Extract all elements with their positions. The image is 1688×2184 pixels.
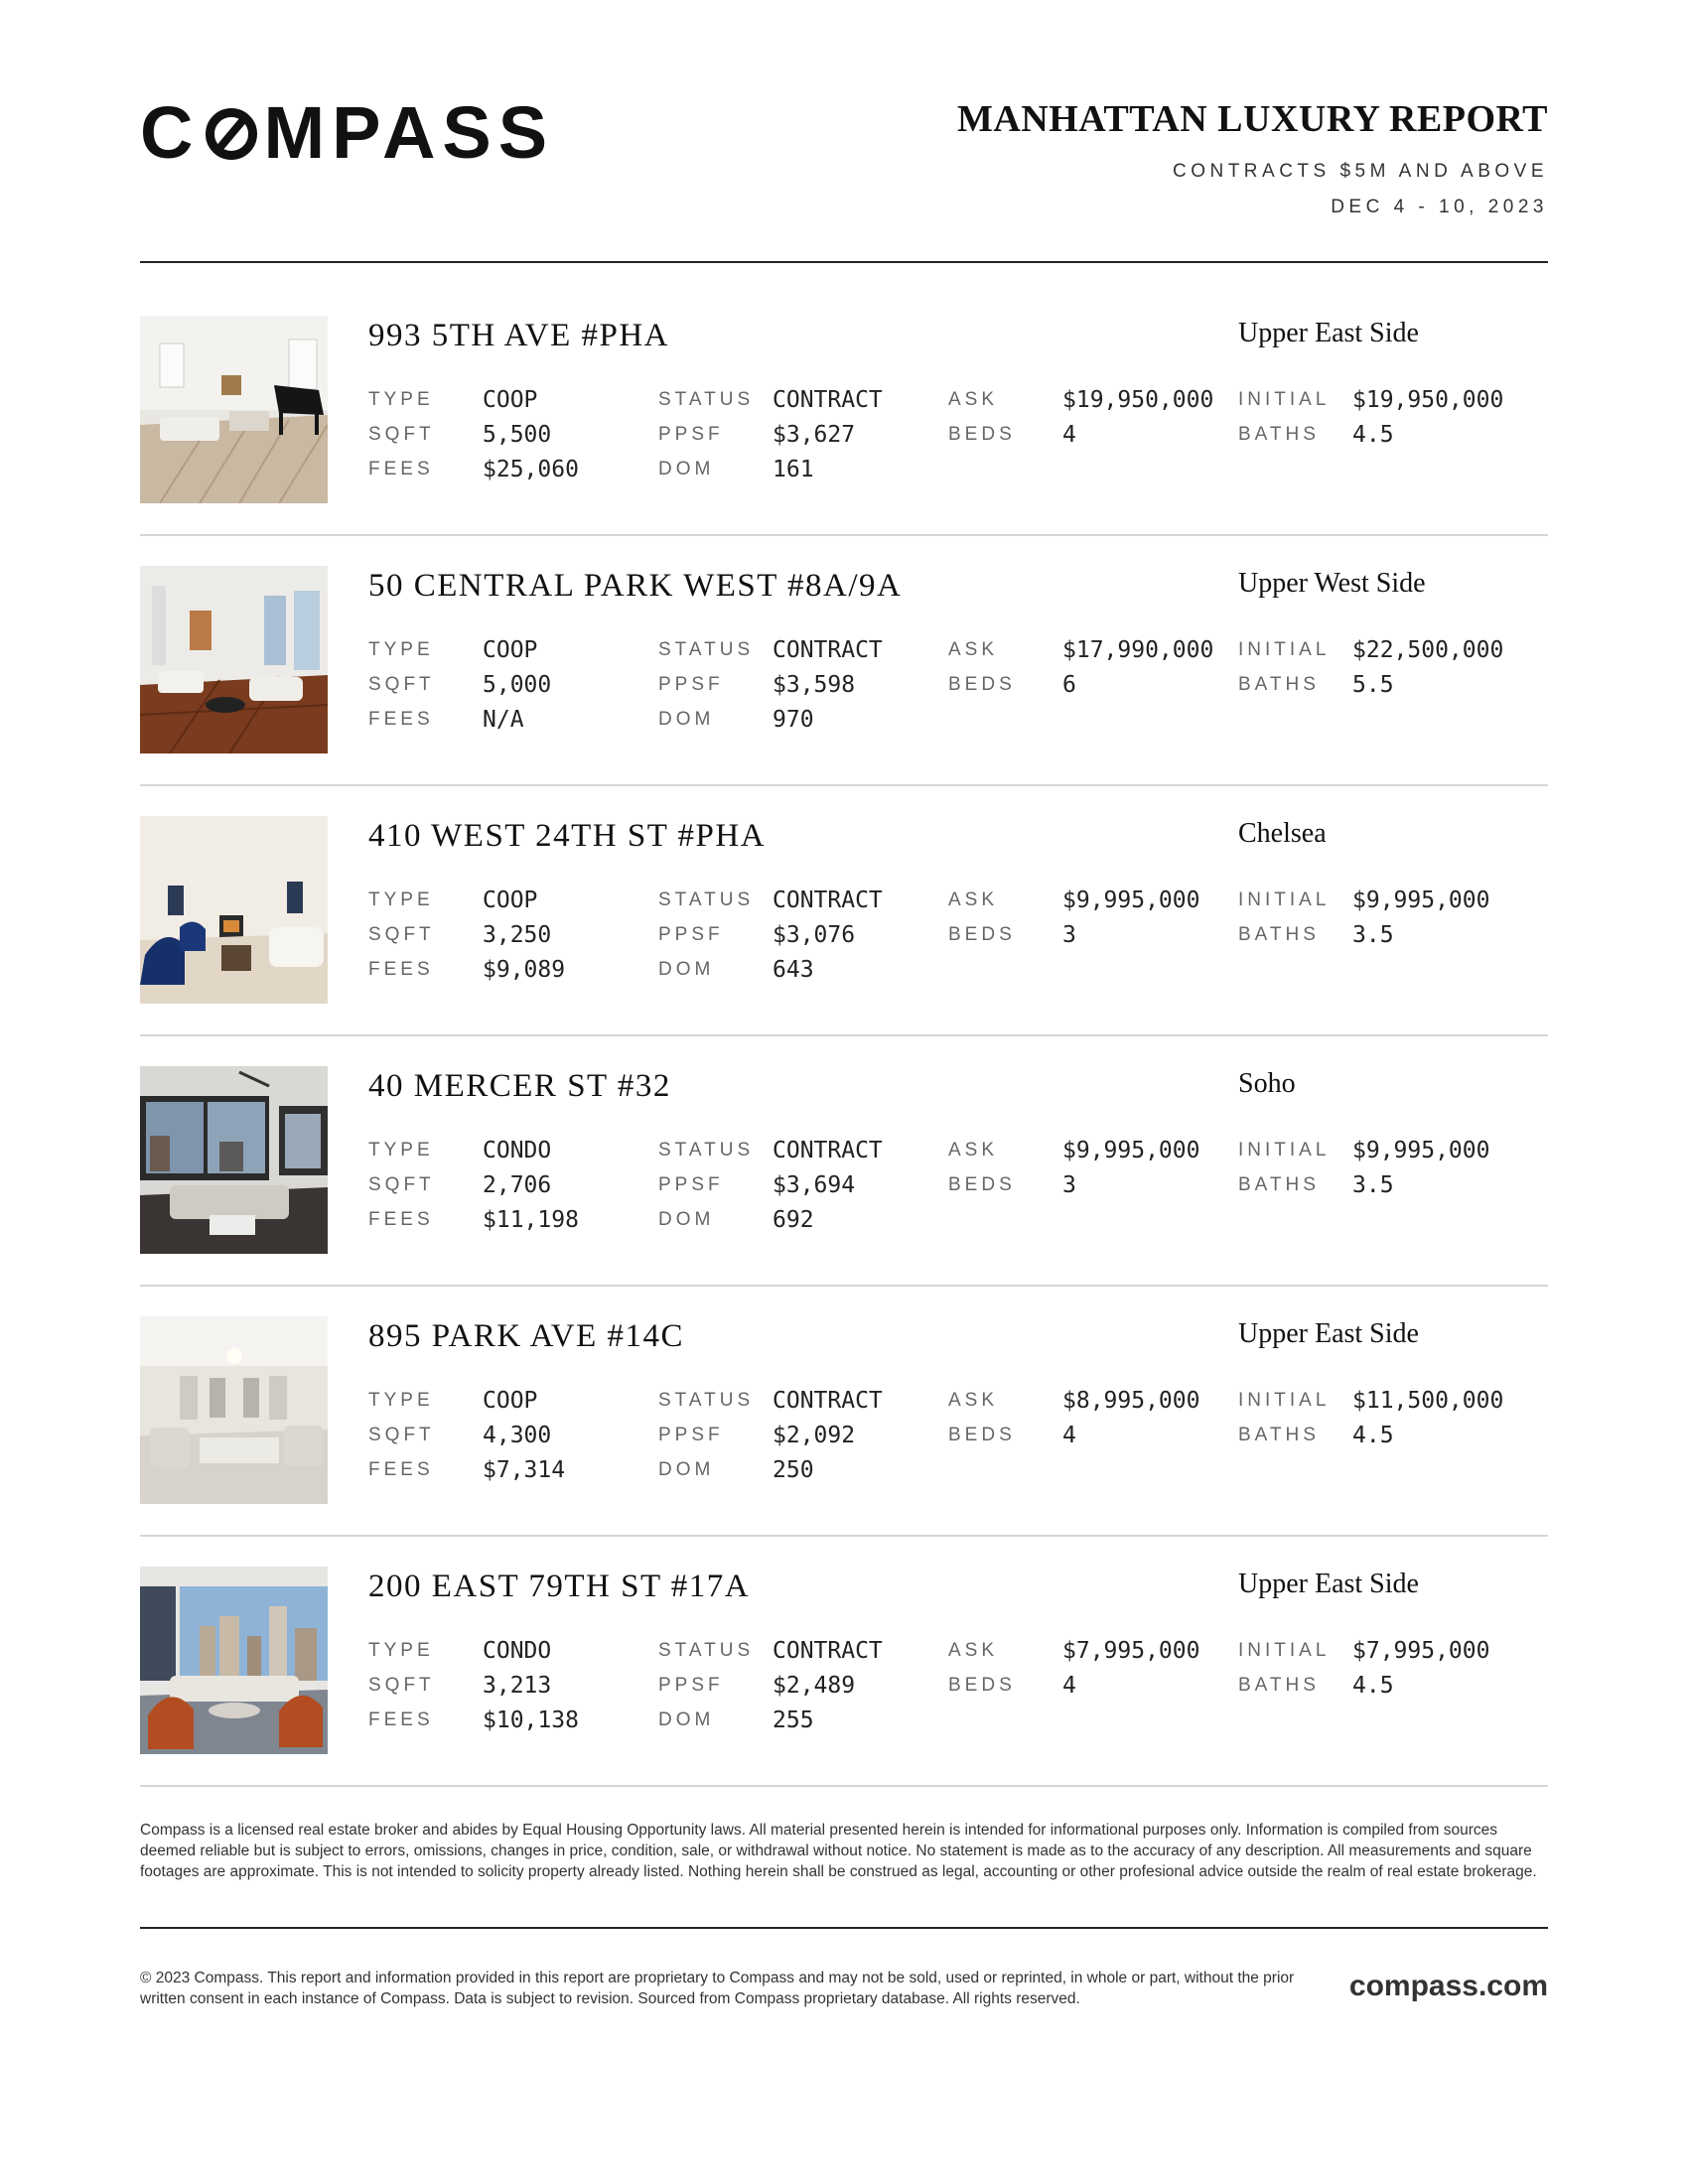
value-fees: N/A (483, 707, 524, 733)
value-ask: $17,990,000 (1062, 637, 1214, 663)
label-status: STATUS (658, 1140, 755, 1160)
listing-card[interactable] (140, 316, 1548, 504)
label-baths: BATHS (1238, 1425, 1320, 1445)
report-date-range: DEC 4 - 10, 2023 (1331, 196, 1548, 217)
value-baths: 3.5 (1352, 1172, 1394, 1198)
label-ask: ASK (948, 1390, 999, 1411)
label-initial: INITIAL (1238, 389, 1331, 410)
label-ask: ASK (948, 1140, 999, 1160)
value-fees: $11,198 (483, 1207, 579, 1233)
label-dom: DOM (658, 1209, 715, 1230)
value-baths: 3.5 (1352, 922, 1394, 948)
compass-logo-wordmark: C MPASS (140, 91, 555, 174)
label-fees: FEES (368, 1709, 434, 1730)
value-beds: 3 (1062, 1172, 1076, 1198)
value-ppsf: $3,598 (773, 672, 856, 698)
label-type: TYPE (368, 389, 434, 410)
listing-photo[interactable] (140, 566, 328, 753)
label-beds: BEDS (948, 674, 1016, 695)
listing-address[interactable]: 410 WEST 24TH ST #PHA (368, 818, 767, 854)
value-status: CONTRACT (773, 887, 883, 913)
site-link[interactable]: compass.com (1348, 1970, 1548, 2002)
listing-address[interactable]: 200 EAST 79TH ST #17A (368, 1569, 751, 1604)
listing-card[interactable] (140, 816, 1548, 1005)
label-status: STATUS (658, 1390, 755, 1411)
footer-divider (140, 1927, 1548, 1929)
label-initial: INITIAL (1238, 639, 1331, 660)
value-type: COOP (483, 387, 538, 413)
value-type: CONDO (483, 1638, 552, 1664)
label-beds: BEDS (948, 1675, 1016, 1696)
label-dom: DOM (658, 959, 715, 980)
value-ppsf: $3,627 (773, 422, 856, 448)
listing-neighborhood: Upper East Side (1238, 1318, 1419, 1349)
value-ppsf: $2,489 (773, 1673, 856, 1699)
listing-address[interactable]: 50 CENTRAL PARK WEST #8A/9A (368, 568, 903, 604)
listing-card[interactable] (140, 566, 1548, 754)
disclaimer-text: Compass is a licensed real estate broker and abides by Equal Housing Opportunity laws. All material presented herein is intended for informational purposes only. Information is compiled from sources deemed reliable but is subject to errors, omissions, changes in price, condition, sale, or withdrawal without notice. No statement is made as to the accuracy of any description. All measurements and square footages are approximate. This is not intended to solicity property already listed. Nothing herein shall be construed as legal, accounting or other profesional advice outside the realm of real estate brokerage. (140, 1822, 1537, 1880)
listing-divider (140, 1535, 1548, 1537)
value-baths: 4.5 (1352, 1423, 1394, 1448)
label-baths: BATHS (1238, 424, 1320, 445)
label-beds: BEDS (948, 1174, 1016, 1195)
value-ask: $9,995,000 (1062, 887, 1200, 913)
listing-neighborhood: Upper West Side (1238, 568, 1426, 599)
value-sqft: 5,500 (483, 422, 552, 448)
value-fees: $25,060 (483, 457, 579, 482)
label-dom: DOM (658, 709, 715, 730)
label-beds: BEDS (948, 924, 1016, 945)
report-title: MANHATTAN LUXURY REPORT (956, 98, 1548, 140)
listing-address[interactable]: 895 PARK AVE #14C (368, 1318, 685, 1354)
value-dom: 250 (773, 1457, 814, 1483)
value-beds: 4 (1062, 1673, 1076, 1699)
listing-divider (140, 534, 1548, 536)
listing-photo[interactable] (140, 1567, 328, 1754)
value-dom: 255 (773, 1707, 814, 1733)
listing-photo[interactable] (140, 816, 328, 1004)
value-initial: $9,995,000 (1352, 1138, 1490, 1163)
value-sqft: 3,250 (483, 922, 552, 948)
value-status: CONTRACT (773, 1638, 883, 1664)
label-dom: DOM (658, 1709, 715, 1730)
listing-divider (140, 1034, 1548, 1036)
compass-logo-o-icon (206, 108, 257, 160)
listing-card[interactable] (140, 1316, 1548, 1505)
label-ppsf: PPSF (658, 1675, 724, 1696)
label-type: TYPE (368, 889, 434, 910)
value-baths: 5.5 (1352, 672, 1394, 698)
value-ppsf: $3,076 (773, 922, 856, 948)
compass-logo[interactable] (140, 91, 555, 174)
report-header (957, 99, 1548, 218)
label-ppsf: PPSF (658, 1174, 724, 1195)
header-divider (140, 261, 1548, 263)
value-baths: 4.5 (1352, 422, 1394, 448)
value-dom: 692 (773, 1207, 814, 1233)
value-initial: $11,500,000 (1352, 1388, 1504, 1414)
label-ppsf: PPSF (658, 424, 724, 445)
label-sqft: SQFT (368, 424, 435, 445)
label-baths: BATHS (1238, 674, 1320, 695)
label-ppsf: PPSF (658, 1425, 724, 1445)
label-dom: DOM (658, 1459, 715, 1480)
value-dom: 643 (773, 957, 814, 983)
label-type: TYPE (368, 639, 434, 660)
listing-address[interactable]: 40 MERCER ST #32 (368, 1068, 671, 1104)
label-fees: FEES (368, 1459, 434, 1480)
value-type: COOP (483, 1388, 538, 1414)
value-fees: $7,314 (483, 1457, 566, 1483)
label-beds: BEDS (948, 1425, 1016, 1445)
label-initial: INITIAL (1238, 1390, 1331, 1411)
value-dom: 161 (773, 457, 814, 482)
listing-divider (140, 784, 1548, 786)
listing-neighborhood: Chelsea (1238, 818, 1327, 849)
listing-card[interactable] (140, 1066, 1548, 1255)
listing-address[interactable]: 993 5TH AVE #PHA (368, 318, 670, 353)
label-fees: FEES (368, 459, 434, 479)
value-initial: $22,500,000 (1352, 637, 1504, 663)
value-type: COOP (483, 887, 538, 913)
label-baths: BATHS (1238, 1174, 1320, 1195)
label-initial: INITIAL (1238, 1640, 1331, 1661)
listing-divider (140, 1285, 1548, 1287)
value-status: CONTRACT (773, 1388, 883, 1414)
label-fees: FEES (368, 709, 434, 730)
label-ppsf: PPSF (658, 674, 724, 695)
listing-neighborhood: Upper East Side (1238, 318, 1419, 348)
value-beds: 6 (1062, 672, 1076, 698)
value-initial: $9,995,000 (1352, 887, 1490, 913)
label-ask: ASK (948, 639, 999, 660)
label-sqft: SQFT (368, 1675, 435, 1696)
label-fees: FEES (368, 1209, 434, 1230)
label-ppsf: PPSF (658, 924, 724, 945)
value-ask: $8,995,000 (1062, 1388, 1200, 1414)
value-dom: 970 (773, 707, 814, 733)
value-ask: $19,950,000 (1062, 387, 1214, 413)
value-baths: 4.5 (1352, 1673, 1394, 1699)
label-beds: BEDS (948, 424, 1016, 445)
label-status: STATUS (658, 889, 755, 910)
value-status: CONTRACT (773, 387, 883, 413)
label-dom: DOM (658, 459, 715, 479)
value-sqft: 2,706 (483, 1172, 552, 1198)
value-beds: 4 (1062, 422, 1076, 448)
value-type: COOP (483, 637, 538, 663)
label-type: TYPE (368, 1640, 434, 1661)
value-fees: $9,089 (483, 957, 566, 983)
value-sqft: 4,300 (483, 1423, 552, 1448)
value-status: CONTRACT (773, 1138, 883, 1163)
value-initial: $7,995,000 (1352, 1638, 1490, 1664)
value-fees: $10,138 (483, 1707, 579, 1733)
value-status: CONTRACT (773, 637, 883, 663)
listing-photo[interactable] (140, 1066, 328, 1254)
value-sqft: 3,213 (483, 1673, 552, 1699)
listing-neighborhood: Upper East Side (1238, 1569, 1419, 1599)
value-type: CONDO (483, 1138, 552, 1163)
label-sqft: SQFT (368, 1174, 435, 1195)
label-status: STATUS (658, 1640, 755, 1661)
label-initial: INITIAL (1238, 1140, 1331, 1160)
value-ask: $7,995,000 (1062, 1638, 1200, 1664)
label-baths: BATHS (1238, 1675, 1320, 1696)
label-status: STATUS (658, 389, 755, 410)
listing-photo[interactable] (140, 316, 328, 503)
value-sqft: 5,000 (483, 672, 552, 698)
value-beds: 3 (1062, 922, 1076, 948)
value-ppsf: $2,092 (773, 1423, 856, 1448)
label-baths: BATHS (1238, 924, 1320, 945)
value-ppsf: $3,694 (773, 1172, 856, 1198)
label-type: TYPE (368, 1390, 434, 1411)
listing-photo[interactable] (140, 1316, 328, 1504)
label-ask: ASK (948, 889, 999, 910)
label-ask: ASK (948, 1640, 999, 1661)
label-sqft: SQFT (368, 1425, 435, 1445)
value-initial: $19,950,000 (1352, 387, 1504, 413)
value-beds: 4 (1062, 1423, 1076, 1448)
label-ask: ASK (948, 389, 999, 410)
listing-divider (140, 1785, 1548, 1787)
label-sqft: SQFT (368, 924, 435, 945)
copyright-text: © 2023 Compass. This report and information provided in this report are proprietary to Compass and may not be sold, used or reprinted, in whole or part, without the prior written consent in each instance of Compass. Data is subject to revision. Sourced from Compass proprietary database. All rights reserved. (140, 1970, 1295, 2007)
listing-neighborhood: Soho (1238, 1068, 1296, 1099)
label-type: TYPE (368, 1140, 434, 1160)
label-initial: INITIAL (1238, 889, 1331, 910)
listing-card[interactable] (140, 1567, 1548, 1755)
label-status: STATUS (658, 639, 755, 660)
report-subtitle: CONTRACTS $5M AND ABOVE (1172, 160, 1548, 182)
label-fees: FEES (368, 959, 434, 980)
label-sqft: SQFT (368, 674, 435, 695)
value-ask: $9,995,000 (1062, 1138, 1200, 1163)
